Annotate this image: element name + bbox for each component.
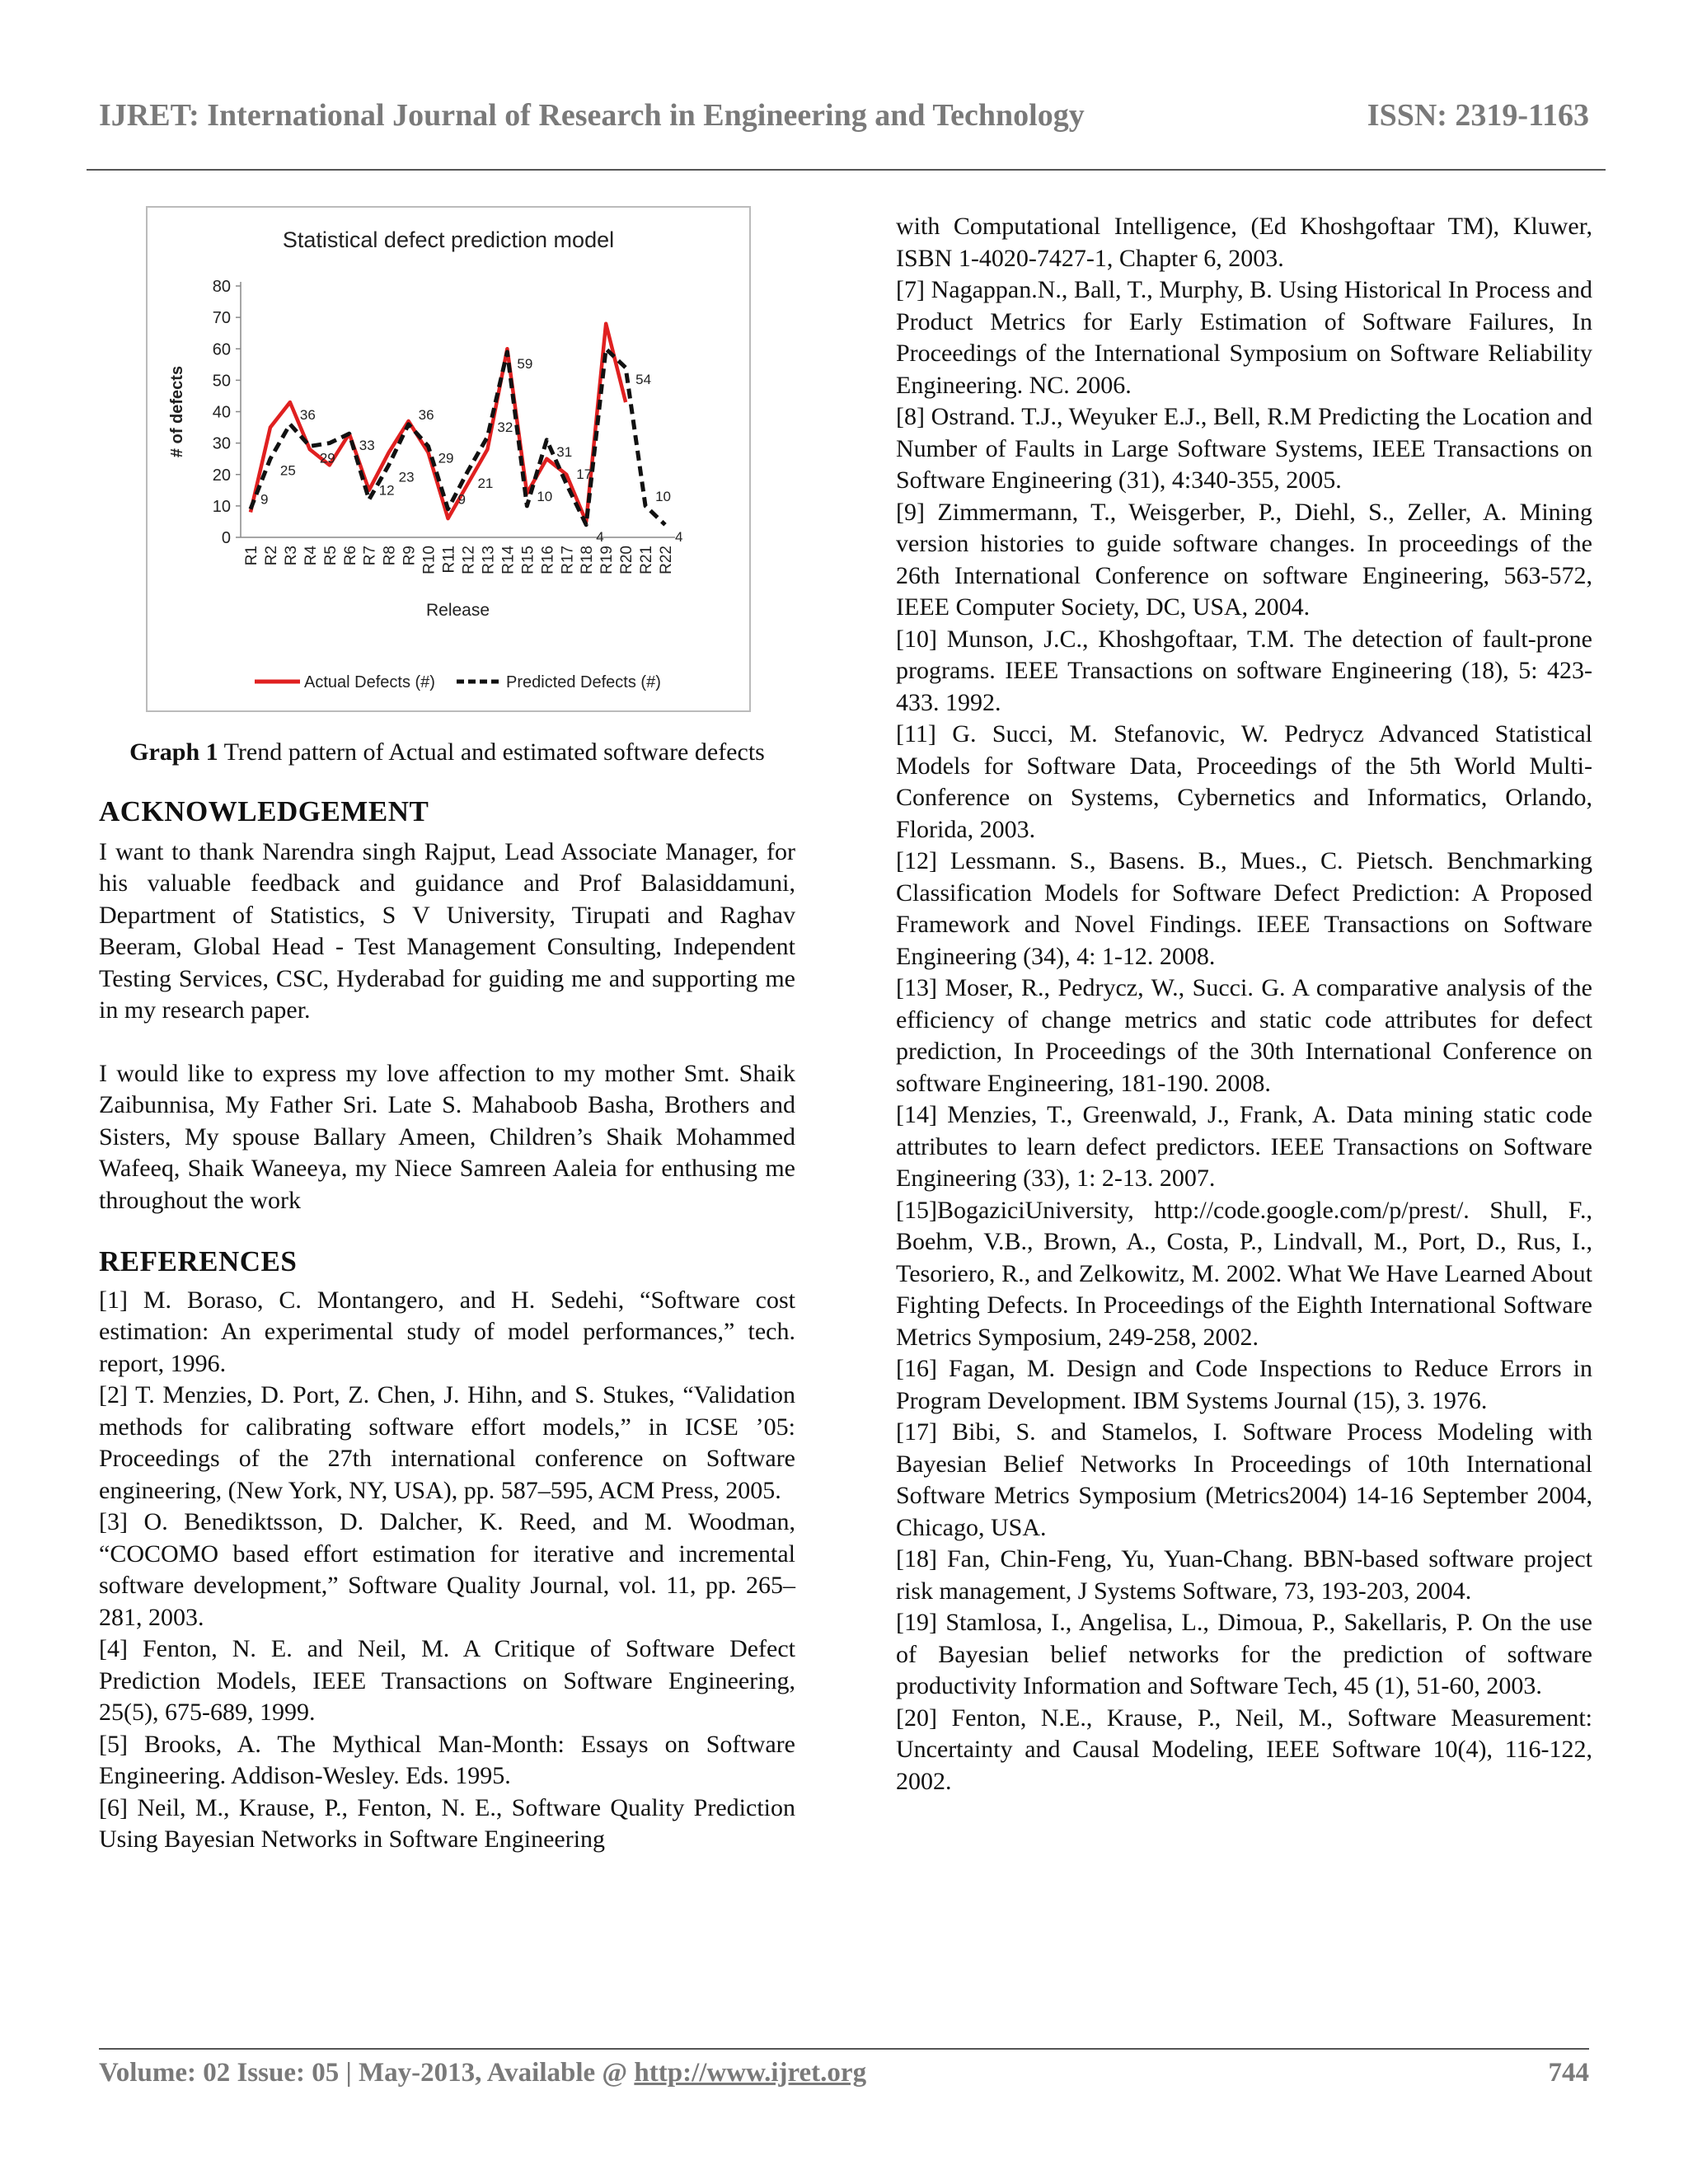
data-label: 21 bbox=[477, 475, 494, 491]
x-tick-label: R6 bbox=[341, 546, 359, 566]
reference-item: [4] Fenton, N. E. and Neil, M. A Critique of Software Defect Prediction Models, IEEE Transactions on Software Engineering, 25(5), 675-689, 1999. bbox=[99, 1635, 795, 1726]
acknowledgement-paragraph-2: I would like to express my love affection to my mother Smt. Shaik Zaibunnisa, My Father Sri. Late S. Mahaboob Basha, Brothers and Sisters, My spouse Ballary Ameen, Children’s Shaik Mohammed Wafeeq, Shaik Waneeya, my Niece Samreen Aaleia for enthusing me throughout the work bbox=[99, 1059, 795, 1214]
reference-item: [11] G. Succi, M. Stefanovic, W. Pedrycz Advanced Statistical Models for Software Data, Proceedings of the 5th World Multi-Conference on Systems, Cybernetics and Informatics, Orlando, Florida, 2003. bbox=[896, 720, 1592, 843]
figure-caption bbox=[99, 737, 795, 768]
x-tick-label: R11 bbox=[440, 546, 458, 574]
data-label: 29 bbox=[438, 450, 454, 466]
reference-item: [12] Lessmann. S., Basens. B., Mues., C. Pietsch. Benchmarking Classification Models for Software Defect Prediction: A Proposed Framework and Novel Findings. IEEE Transactions on Software Engineering (34), 4: 1-12. 2008. bbox=[896, 847, 1592, 970]
x-tick-label: R18 bbox=[579, 546, 597, 574]
data-label: 10 bbox=[537, 488, 553, 504]
x-tick-label: R13 bbox=[480, 546, 498, 574]
x-tick-label: R1 bbox=[242, 546, 260, 566]
running-footer bbox=[99, 2058, 1589, 2099]
legend-actual-label: Actual Defects (#) bbox=[304, 673, 435, 691]
data-label: 32 bbox=[497, 419, 513, 435]
x-tick-label: R17 bbox=[559, 546, 577, 574]
data-label: 10 bbox=[655, 488, 671, 504]
reference-item: [10] Munson, J.C., Khoshgoftaar, T.M. The detection of fault-prone programs. IEEE Transactions on software Engineering (18), 5: 423-433. 1992. bbox=[896, 625, 1592, 716]
y-tick-label: 10 bbox=[212, 497, 231, 516]
reference-item: [20] Fenton, N.E., Krause, P., Neil, M., Software Measurement: Uncertainty and Causal Modeling, IEEE Software 10(4), 116-122, 2002. bbox=[896, 1704, 1592, 1795]
footer-rule bbox=[99, 2048, 1589, 2050]
x-tick-label: R10 bbox=[420, 546, 438, 574]
data-label: 4 bbox=[675, 528, 683, 545]
y-tick-label: 20 bbox=[212, 466, 231, 485]
x-tick-label: R9 bbox=[401, 546, 419, 566]
data-label: 36 bbox=[299, 406, 316, 423]
references-list-left bbox=[99, 1285, 795, 1856]
x-tick-label: R22 bbox=[658, 546, 676, 574]
data-label: 23 bbox=[398, 469, 415, 485]
x-tick-label: R15 bbox=[519, 546, 537, 574]
volume-text: Volume: 02 Issue: 05 | May-2013, Available @ bbox=[99, 2058, 635, 2088]
reference-item: [8] Ostrand. T.J., Weyuker E.J., Bell, R.M Predicting the Location and Number of Faults in Large Software Systems, IEEE Transactions on Software Engineering (31), 4:340-355, 2005. bbox=[896, 403, 1592, 494]
x-tick-label: R4 bbox=[302, 546, 320, 566]
y-tick-label: 40 bbox=[212, 403, 231, 422]
right-column bbox=[896, 211, 1592, 1797]
y-tick-label: 80 bbox=[212, 278, 231, 296]
defect-chart bbox=[148, 208, 749, 710]
x-tick-label: R5 bbox=[321, 546, 340, 566]
reference-item: with Computational Intelligence, (Ed Khoshgoftaar TM), Kluwer, ISBN 1-4020-7427-1, Chapter 6, 2003. bbox=[896, 213, 1592, 272]
x-tick-label: R12 bbox=[460, 546, 478, 574]
data-label: 17 bbox=[576, 466, 593, 483]
running-header bbox=[99, 97, 1589, 143]
data-label: 29 bbox=[319, 450, 335, 466]
data-label: 25 bbox=[279, 462, 296, 479]
y-tick-label: 70 bbox=[212, 309, 231, 328]
x-tick-label: R7 bbox=[361, 546, 379, 566]
chart-title: Statistical defect prediction model bbox=[282, 227, 615, 252]
caption-text: Trend pattern of Actual and estimated software defects bbox=[218, 738, 765, 766]
references-list-right bbox=[896, 211, 1592, 1797]
x-tick-label: R16 bbox=[539, 546, 557, 574]
x-tick-label: R19 bbox=[598, 546, 617, 574]
x-tick-label: R21 bbox=[638, 546, 656, 574]
y-tick-label: 0 bbox=[221, 529, 231, 547]
y-axis-label: # of defects bbox=[168, 365, 186, 458]
references-heading: REFERENCES bbox=[99, 1245, 298, 1277]
legend-predicted-label: Predicted Defects (#) bbox=[506, 673, 661, 691]
data-label: 31 bbox=[556, 443, 573, 460]
data-label: 9 bbox=[457, 491, 466, 508]
reference-item: [19] Stamlosa, I., Angelisa, L., Dimoua, P., Sakellaris, P. On the use of Bayesian belief networks for the prediction of software productivity Information and Software Tech, 45 (1), 51-60, 2003. bbox=[896, 1609, 1592, 1699]
reference-item: [13] Moser, R., Pedrycz, W., Succi. G. A comparative analysis of the efficiency of change metrics and static code attributes for defect prediction, In Proceedings of the 30th International Conference on software Engineering, 181-190. 2008. bbox=[896, 974, 1592, 1097]
reference-item: [14] Menzies, T., Greenwald, J., Frank, A. Data mining static code attributes to learn defect predictors. IEEE Transactions on Software Engineering (33), 1: 2-13. 2007. bbox=[896, 1101, 1592, 1192]
reference-item: [7] Nagappan.N., Ball, T., Murphy, B. Using Historical In Process and Product Metrics for Early Estimation of Software Failures, In Proceedings of the International Symposium on Software Reliability Engineering. NC. 2006. bbox=[896, 276, 1592, 399]
volume-info bbox=[99, 2058, 866, 2088]
data-label: 33 bbox=[359, 438, 375, 454]
page-number: 744 bbox=[1548, 2058, 1589, 2088]
reference-item: [16] Fagan, M. Design and Code Inspections to Reduce Errors in Program Development. IBM Systems Journal (15), 3. 1976. bbox=[896, 1355, 1592, 1414]
reference-item: [9] Zimmermann, T., Weisgerber, P., Diehl, S., Zeller, A. Mining version histories to guide software changes. In proceedings of the 26th International Conference on software Engineering, 563-572, IEEE Computer Society, DC, USA, 2004. bbox=[896, 498, 1592, 621]
left-column bbox=[99, 206, 795, 1856]
reference-item: [18] Fan, Chin-Feng, Yu, Yuan-Chang. BBN-based software project risk management, J Systems Software, 73, 193-203, 2004. bbox=[896, 1545, 1592, 1605]
x-axis-label: Release bbox=[425, 601, 490, 620]
journal-link[interactable]: http://www.ijret.org bbox=[634, 2058, 867, 2088]
x-tick-label: R14 bbox=[499, 546, 518, 574]
y-tick-label: 60 bbox=[212, 340, 231, 359]
reference-item: [15]BogaziciUniversity, http://code.google.com/p/prest/. Shull, F., Boehm, V.B., Brown, A., Costa, P., Lindvall, M., Port, D., Rus, I., Tesoriero, R., and Zelkowitz, M. 2002. What We Have Learned About Fighting Defects. In Proceedings of the Eighth International Software Metrics Symposium, 249-258, 2002. bbox=[896, 1196, 1592, 1351]
reference-item: [2] T. Menzies, D. Port, Z. Chen, J. Hihn, and S. Stukes, “Validation methods for calibrating software effort models,” in ICSE ’05: Proceedings of the 27th international conference on Software engineering, (New York, NY, USA), pp. 587–595, ACM Press, 2005. bbox=[99, 1381, 795, 1504]
acknowledgement-heading: ACKNOWLEDGEMENT bbox=[99, 795, 429, 827]
reference-item: [6] Neil, M., Krause, P., Fenton, N. E., Software Quality Prediction Using Bayesian Networks in Software Engineering bbox=[99, 1793, 795, 1853]
x-tick-label: R8 bbox=[381, 546, 399, 566]
x-tick-label: R3 bbox=[282, 546, 300, 566]
data-label: 36 bbox=[418, 406, 434, 423]
caption-label: Graph 1 bbox=[129, 738, 218, 766]
data-label: 54 bbox=[635, 372, 652, 388]
data-label: 59 bbox=[517, 356, 533, 373]
x-tick-label: R2 bbox=[262, 546, 280, 566]
header-rule bbox=[87, 169, 1606, 171]
x-tick-label: R20 bbox=[618, 546, 636, 574]
y-tick-label: 50 bbox=[212, 372, 231, 391]
reference-item: [1] M. Boraso, C. Montangero, and H. Sedehi, “Software cost estimation: An experimental study of model performances,” tech. report, 1996. bbox=[99, 1286, 795, 1377]
data-label: 4 bbox=[596, 528, 604, 545]
journal-title: IJRET: International Journal of Research in Engineering and Technology bbox=[99, 98, 1085, 133]
reference-item: [3] O. Benediktsson, D. Dalcher, K. Reed, and M. Woodman, “COCOMO based effort estimation for iterative and incremental software development,” Software Quality Journal, vol. 11, pp. 265–281, 2003. bbox=[99, 1508, 795, 1631]
chart-figure bbox=[146, 206, 751, 712]
y-tick-label: 30 bbox=[212, 434, 231, 453]
acknowledgement-paragraph-1: I want to thank Narendra singh Rajput, Lead Associate Manager, for his valuable feedback and guidance and Prof Balasiddamuni, Department of Statistics, S V University, Tirupati and Raghav Beeram, Global Head - Test Management Consulting, Independent Testing Services, CSC, Hyderabad for guiding me and supporting me in my research paper. bbox=[99, 837, 795, 1024]
data-label: 12 bbox=[378, 482, 395, 499]
issn: ISSN: 2319-1163 bbox=[1367, 98, 1589, 133]
data-label: 9 bbox=[260, 491, 269, 508]
reference-item: [5] Brooks, A. The Mythical Man-Month: Essays on Software Engineering. Addison-Wesley. Eds. 1995. bbox=[99, 1730, 795, 1789]
reference-item: [17] Bibi, S. and Stamelos, I. Software Process Modeling with Bayesian Belief Networks In Proceedings of 10th International Software Metrics Symposium (Metrics2004) 14-16 September 2004, Chicago, USA. bbox=[896, 1418, 1592, 1541]
